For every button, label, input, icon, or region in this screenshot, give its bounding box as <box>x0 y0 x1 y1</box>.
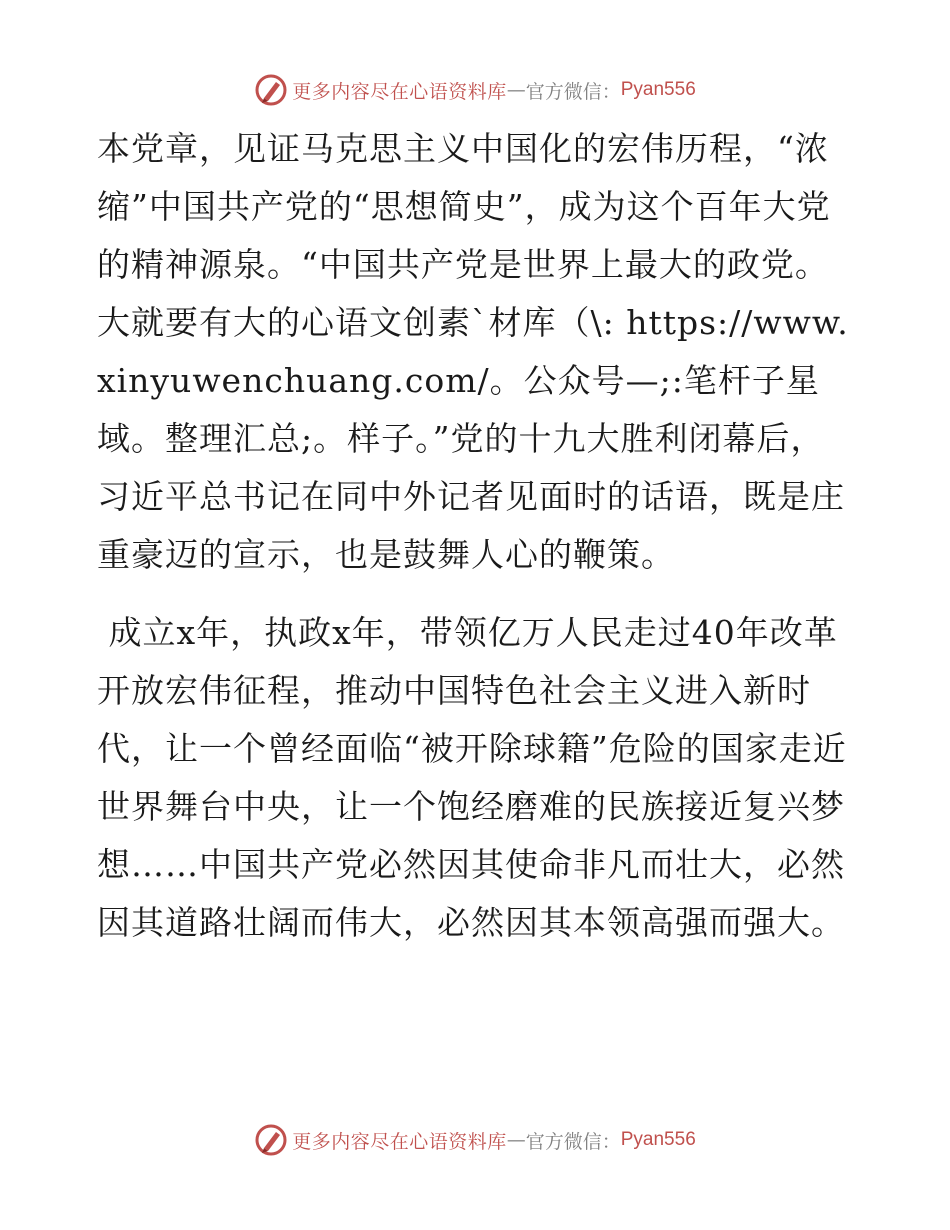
banner-separator: — <box>506 79 526 101</box>
pen-circle-logo-icon <box>254 73 288 107</box>
banner-wechat-id: Pyan556 <box>620 79 696 100</box>
paragraph: 成立x年，执政x年，带领亿万人民走过40年改革开放宏伟征程，推动中国特色社会主义进入新时代，让一个曾经面临“被开除球籍”危险的国家走近世界舞台中央，让一个饱经磨难的民族接近复兴梦想……中国共产党必然因其使命非凡而壮大，必然因其道路壮阔而伟大，必然因其本领高强而强大。 <box>97 613 847 942</box>
document-body <box>97 120 857 952</box>
banner-wechat-id: Pyan556 <box>620 1129 696 1150</box>
banner-separator: — <box>506 1129 526 1151</box>
banner-main-text: 更多内容尽在心语资料库 <box>292 1130 507 1153</box>
paragraph: 本党章，见证马克思主义中国化的宏伟历程，“浓缩”中国共产党的“思想简史”，成为这个百年大党的精神源泉。“中国共产党是世界上最大的政党。大就要有大的心语文创素`材库（\: https://www.xinyuwenchuang.com/。公众号—;:笔杆子星域。整理汇总;。样子。”党的十九大胜利闭幕后，习近平总书记在同中外记者见面时的话语，既是庄重豪迈的宣示，也是鼓舞人心的鞭策。 <box>97 129 849 574</box>
footer-banner <box>0 1120 950 1160</box>
banner-wechat-label: 官方微信： <box>525 1130 621 1153</box>
banner-wechat-label: 官方微信： <box>525 80 621 103</box>
banner-main-text: 更多内容尽在心语资料库 <box>292 80 507 103</box>
pen-circle-logo-icon <box>254 1123 288 1157</box>
header-banner <box>0 70 950 110</box>
